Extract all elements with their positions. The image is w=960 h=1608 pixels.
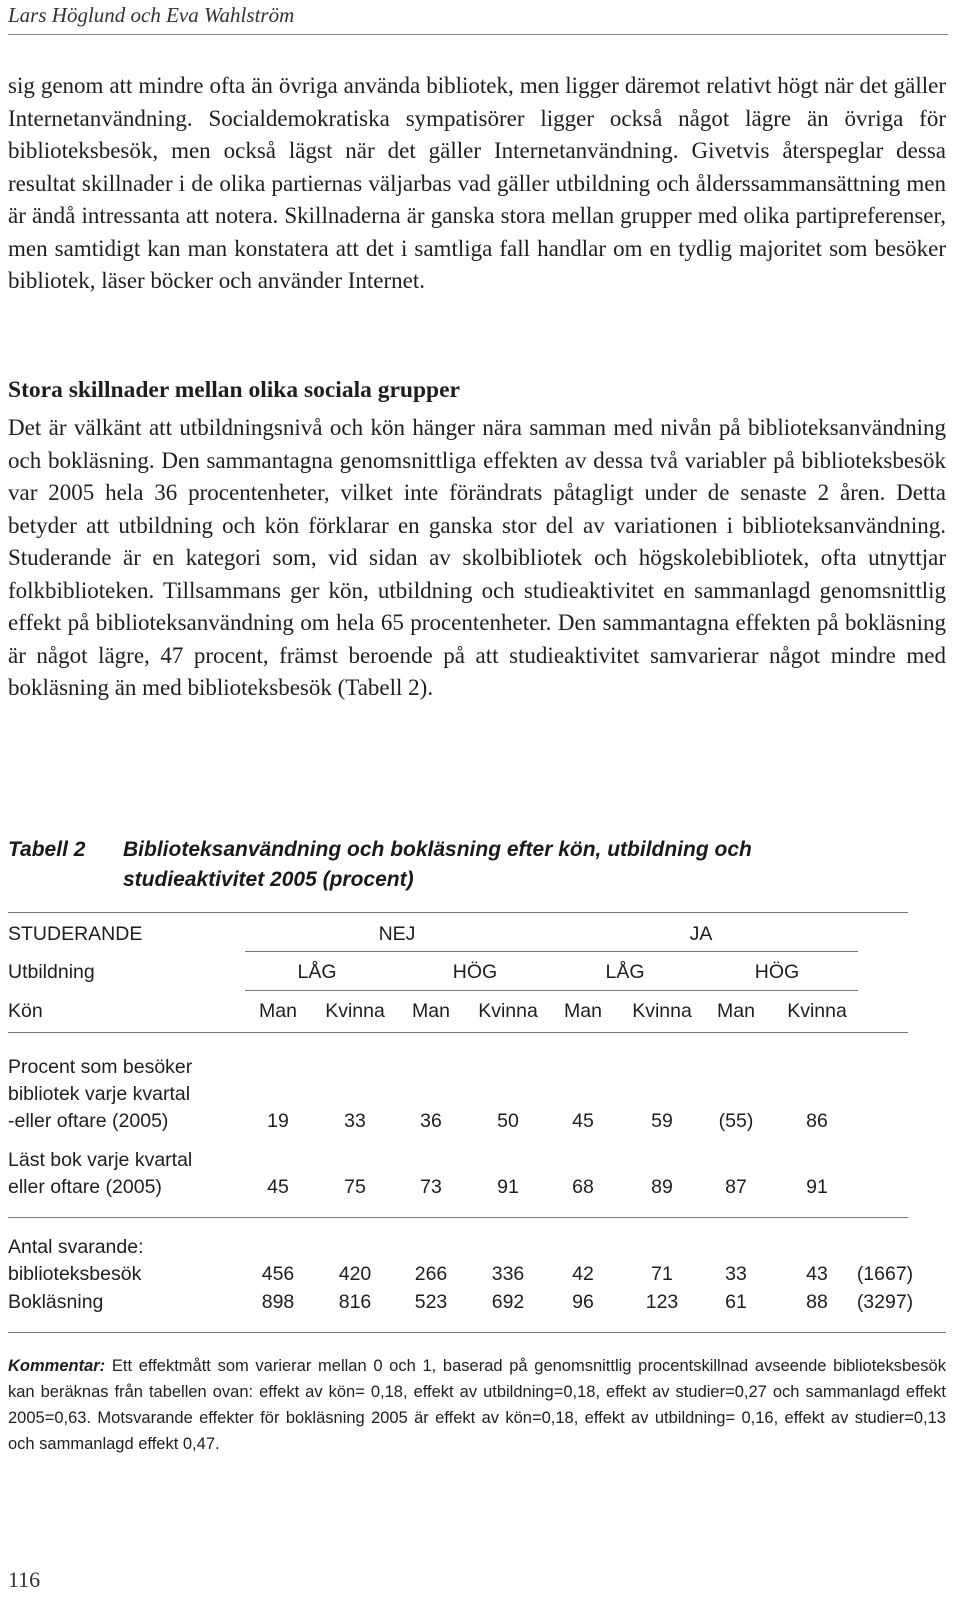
table-cell: 336 — [491, 1263, 525, 1285]
table-top-rule — [8, 912, 908, 913]
table-cell: 50 — [497, 1110, 519, 1132]
table-cell: 42 — [572, 1263, 594, 1285]
table-cell: 456 — [261, 1263, 295, 1285]
table-total: (1667) — [856, 1263, 914, 1285]
table-cell: 96 — [572, 1291, 594, 1313]
row-label: Bokläsning — [8, 1291, 104, 1313]
kon-value: Kvinna — [787, 1000, 847, 1022]
table-cell: 61 — [725, 1291, 747, 1313]
row-label-line: Procent som besöker — [8, 1056, 193, 1078]
utbildning-value: LÅG — [297, 961, 337, 983]
comment-text: Ett effektmått som varierar mellan 0 och 1, baserad på genomsnittlig procentskillnad avseende biblioteksbesök kan beräknas från tabellen ovan: effekt av kön= 0,18, effekt av utbildning=0,18, effekt av studier=0,27 och sammanlagd effekt 2005=0,63. Motsvarande effekter för bokläsning 2005 är effekt av kön=0,18, effekt av utbildning= 0,16, effekt av studier=0,13 och sammanlagd effekt 0,47. — [8, 1357, 946, 1453]
table-total: (3297) — [856, 1291, 914, 1313]
body-paragraph-1: sig genom att mindre ofta än övriga använda bibliotek, men ligger däremot relativt högt när det gäller Internetanvändning. Socialdemokratiska sympatisörer ligger också något lägre än övriga för biblioteksbesök, men också lägst när det gäller Internetanvändning. Givetvis återspeglar dessa resultat skillnader i de olika partiernas väljarbas vad gäller utbildning och ålderssammansättning men är ändå intressanta att notera. Skillnaderna är ganska stora mellan grupper med olika partipreferenser, men samtidigt kan man konstatera att det i samtliga fall handlar om en tydlig majoritet som besöker bibliotek, läser böcker och använder Internet. — [8, 73, 946, 293]
row-label-line: bibliotek varje kvartal — [8, 1083, 191, 1105]
studerande-ja: JA — [689, 923, 713, 945]
body-paragraph-2: Det är välkänt att utbildningsnivå och kön hänger nära samman med nivån på biblioteksanvändning och bokläsning. Den sammantagna genomsnittliga effekten av dessa två variabler på biblioteksbesök var 2005 hela 36 procentenheter, vilket inte förändrats påtagligt under de senaste 2 åren. Detta betyder att utbildning och kön förklarar en ganska stor del av variationen i biblioteksanvändning. Studerande är en kategori som, vid sidan av skolbibliotek och högskolebibliotek, ofta utnyttjar folkbiblioteken. Tillsammans ger kön, utbildning och studieaktivitet en sammanlagd genomsnittlig effekt på biblioteksanvändning om hela 65 procentenheter. Den sammantagna effekten på bokläsning är något lägre, 47 procent, främst beroende på att studieaktivitet samvarierar något mindre med bokläsning än med biblioteksbesök (Tabell 2). — [8, 415, 946, 700]
row-label-line: -eller oftare (2005) — [8, 1110, 169, 1132]
table-cell: 523 — [414, 1291, 448, 1313]
table-cell: 68 — [572, 1176, 594, 1198]
table-cell: (55) — [718, 1110, 754, 1132]
table-cell: 88 — [806, 1291, 828, 1313]
table-cell: 45 — [267, 1176, 289, 1198]
table-number: Tabell 2 — [8, 838, 86, 861]
header-rule — [8, 34, 948, 35]
kon-value: Man — [259, 1000, 297, 1022]
kon-value: Kvinna — [325, 1000, 385, 1022]
table-cell: 36 — [420, 1110, 442, 1132]
table-cell: 73 — [420, 1176, 442, 1198]
table-cell: 33 — [725, 1263, 747, 1285]
kon-value: Man — [412, 1000, 450, 1022]
row-label: biblioteksbesök — [8, 1263, 142, 1285]
kon-value: Kvinna — [632, 1000, 692, 1022]
section-heading: Stora skillnader mellan olika sociala grupper — [8, 377, 460, 403]
table-cell: 420 — [338, 1263, 372, 1285]
utbildning-value: HÖG — [754, 961, 800, 983]
table-cell: 71 — [651, 1263, 673, 1285]
table-cell: 91 — [806, 1176, 828, 1198]
table-cell: 19 — [267, 1110, 289, 1132]
table-cell: 43 — [806, 1263, 828, 1285]
table-cell: 266 — [414, 1263, 448, 1285]
table-cell: 33 — [344, 1110, 366, 1132]
utbildning-rule — [245, 990, 858, 991]
kon-value: Man — [564, 1000, 602, 1022]
body-rule — [8, 1217, 908, 1218]
row-label-line: eller oftare (2005) — [8, 1176, 162, 1198]
table-title: Biblioteksanvändning och bokläsning efter kön, utbildning och studieaktivitet 2005 (procent) — [123, 838, 752, 891]
table-cell: 91 — [497, 1176, 519, 1198]
table-cell: 86 — [806, 1110, 828, 1132]
utbildning-value: HÖG — [452, 961, 498, 983]
header-utbildning: Utbildning — [8, 961, 95, 983]
page-number: 116 — [8, 1567, 41, 1592]
row-label-line: Läst bok varje kvartal — [8, 1149, 193, 1171]
table-cell: 45 — [572, 1110, 594, 1132]
header-kon: Kön — [8, 1000, 43, 1022]
table-comment — [8, 1353, 946, 1457]
table-cell: 898 — [261, 1291, 295, 1313]
table-cell: 59 — [651, 1110, 673, 1132]
table-cell: 89 — [651, 1176, 673, 1198]
table-cell: 87 — [725, 1176, 747, 1198]
running-head: Lars Höglund och Eva Wahlström — [8, 3, 295, 27]
table-cell: 123 — [645, 1291, 679, 1313]
comment-label: Kommentar: — [8, 1357, 106, 1375]
header-bottom-rule — [8, 1032, 908, 1033]
respondents-title: Antal svarande: — [8, 1236, 144, 1258]
utbildning-value: LÅG — [605, 961, 645, 983]
kon-value: Man — [717, 1000, 755, 1022]
studerande-rule — [245, 951, 858, 952]
table-cell: 816 — [338, 1291, 372, 1313]
table-bottom-rule — [8, 1332, 946, 1333]
table-cell: 75 — [344, 1176, 366, 1198]
kon-value: Kvinna — [478, 1000, 538, 1022]
studerande-nej: NEJ — [378, 923, 416, 945]
table-cell: 692 — [491, 1291, 525, 1313]
header-studerande: STUDERANDE — [8, 923, 143, 945]
